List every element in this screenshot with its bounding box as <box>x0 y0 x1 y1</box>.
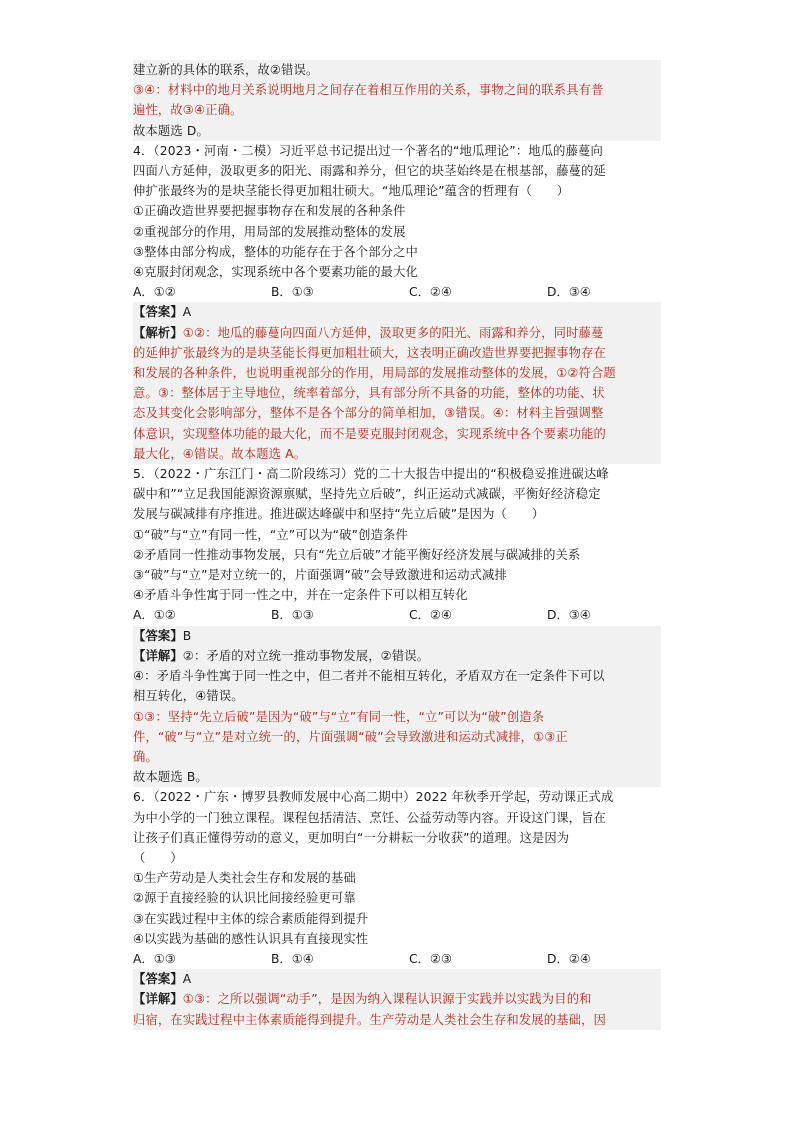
answer-options <box>133 605 661 625</box>
answer-line <box>133 969 661 989</box>
answer-options <box>133 282 661 302</box>
detail-line: ④：矛盾斗争性寓于同一性之中，但二者并不能相互转化，矛盾双方在一定条件下可以 <box>133 666 661 686</box>
statement-item: ②重视部分的作用，用局部的发展推动整体的发展 <box>133 224 406 239</box>
detail-label: 【详解】 <box>133 992 183 1007</box>
question-stem-line: 碳中和”“立足我国能源资源禀赋，坚持先立后破”，纠正运动式减碳，平衡好经济稳定 <box>133 487 601 502</box>
question-stem-line: 6．（2022・广东・博罗县教师发展中心高二期中）2022 年秋季开学起，劳动课正式成 <box>133 790 614 805</box>
option-d: D．②④ <box>547 951 591 966</box>
option-c: C．②③ <box>409 951 452 966</box>
option-b: B．①③ <box>271 608 314 623</box>
text-line: 故本题选 D。 <box>133 121 661 141</box>
answer-options <box>133 949 661 969</box>
answer-value: B <box>182 628 192 643</box>
answer-value: A <box>182 305 192 320</box>
option-d: D．③④ <box>547 608 591 623</box>
analysis-line: 态及其变化会影响部分，整体不是各个部分的简单相加，③错误。④：材料主旨强调整 <box>133 403 661 423</box>
answer-label: 【答案】 <box>133 972 183 987</box>
analysis-label: 【解析】 <box>133 325 183 340</box>
option-d: D．③④ <box>547 285 591 300</box>
detail-text: ①③：之所以强调“动手”，是因为纳入课程认识源于实践并以实践为目的和 <box>182 992 592 1007</box>
question-stem-line: 发展与碳减排有序推进。推进碳达峰碳中和坚持“先立后破”是因为（ ） <box>133 507 545 522</box>
conclusion-line: 故本题选 B。 <box>133 767 661 787</box>
statement-item: ③在实践过程中主体的综合素质能得到提升 <box>133 911 369 926</box>
question-stem-line: 为中小学的一门独立课程。课程包括清洁、烹饪、公益劳动等内容。开设这门课，旨在 <box>133 810 606 825</box>
analysis-text: ①②：地瓜的藤蔓向四面八方延伸，汲取更多的阳光、雨露和养分，同时藤蔓 <box>182 325 604 340</box>
detail-line <box>133 646 661 666</box>
document-page <box>133 60 661 1030</box>
option-b: B．①④ <box>271 951 314 966</box>
text-line: 建立新的具体的联系，故②错误。 <box>133 60 661 80</box>
statement-item: ③整体由部分构成，整体的功能存在于各个部分之中 <box>133 244 419 259</box>
statement-item: ②源于直接经验的认识比间接经验更可靠 <box>133 891 356 906</box>
analysis-line: 和发展的各种条件，也说明重视部分的作用，用局部的发展推动整体的发展，①②符合题 <box>133 363 661 383</box>
analysis-line <box>133 323 661 343</box>
option-a: A．①② <box>133 608 176 623</box>
statement-item: ④以实践为基础的感性认识具有直接现实性 <box>133 931 369 946</box>
text-line: ③④：材料中的地月关系说明地月之间存在着相互作用的关系，事物之间的联系具有普 <box>133 80 661 100</box>
question-stem-line: 伸扩张最终为的是块茎能长得更加粗壮硕大。“地瓜理论”蕴含的哲理有（ ） <box>133 184 570 199</box>
option-b: B．①③ <box>271 285 314 300</box>
question-5 <box>133 464 661 787</box>
statement-item: ③“破”与“立”是对立统一的，片面强调“破”会导致激进和运动式减排 <box>133 568 507 583</box>
option-c: C．②④ <box>409 285 452 300</box>
statement-item: ②矛盾同一性推动事物发展，只有“先立后破”才能平衡好经济发展与碳减排的关系 <box>133 547 581 562</box>
analysis-line: 的延伸扩张最终为的是块茎能长得更加粗壮硕大，这表明正确改造世界要把握事物存在 <box>133 343 661 363</box>
statement-item: ①生产劳动是人类社会生存和发展的基础 <box>133 871 356 886</box>
detail-line: ①③：坚持“先立后破”是因为“破”与“立”有同一性，“立”可以为“破”创造条 <box>133 707 661 727</box>
answer-label: 【答案】 <box>133 628 183 643</box>
option-a: A．①③ <box>133 951 176 966</box>
detail-line: 相互转化，④错误。 <box>133 686 661 706</box>
detail-line: 件，“破”与“立”是对立统一的，片面强调“破”会导致激进和运动式减排，①③正 <box>133 727 661 747</box>
detail-line: 归宿，在实践过程中主体素质能得到提升。生产劳动是人类社会生存和发展的基础，因 <box>133 1010 661 1030</box>
question-6 <box>133 787 661 1029</box>
question-stem-line: （ ） <box>133 850 183 865</box>
option-a: A．①② <box>133 285 176 300</box>
question-stem-line: 5．（2022・广东江门・高二阶段练习）党的二十大报告中提出的“积极稳妥推进碳达峰 <box>133 467 609 482</box>
question-stem-line: 让孩子们真正懂得劳动的意义，更加明白“一分耕耘一分收获”的道理。这是因为 <box>133 830 570 845</box>
answer-label: 【答案】 <box>133 305 183 320</box>
statement-item: ④克服封闭观念，实现系统中各个要素功能的最大化 <box>133 265 419 280</box>
analysis-line: 最大化，④错误。故本题选 A。 <box>133 444 661 464</box>
text-line: 遍性，故③④正确。 <box>133 100 661 120</box>
answer-line <box>133 626 661 646</box>
detail-label: 【详解】 <box>133 648 183 663</box>
detail-text: ②：矛盾的对立统一推动事物发展，②错误。 <box>182 648 430 663</box>
question-stem-line: 四面八方延伸，汲取更多的阳光、雨露和养分，但它的块茎始终是在根基部，藤蔓的延 <box>133 164 606 179</box>
previous-answer-continuation <box>133 60 661 141</box>
analysis-line: 意。③：整体居于主导地位，统率着部分，具有部分所不具备的功能，整体的功能、状 <box>133 383 661 403</box>
question-4 <box>133 141 661 464</box>
answer-value: A <box>182 972 192 987</box>
statement-item: ①“破”与“立”有同一性，“立”可以为“破”创造条件 <box>133 527 408 542</box>
answer-line <box>133 302 661 322</box>
detail-line <box>133 989 661 1009</box>
detail-line: 确。 <box>133 747 661 767</box>
option-c: C．②④ <box>409 608 452 623</box>
statement-item: ①正确改造世界要把握事物存在和发展的各种条件 <box>133 204 406 219</box>
statement-item: ④矛盾斗争性寓于同一性之中，并在一定条件下可以相互转化 <box>133 588 468 603</box>
question-stem-line: 4．（2023・河南・二模）习近平总书记提出过一个著名的“地瓜理论”：地瓜的藤蔓向 <box>133 143 603 158</box>
analysis-line: 体意识，实现整体功能的最大化，而不是要克服封闭观念，实现系统中各个要素功能的 <box>133 424 661 444</box>
